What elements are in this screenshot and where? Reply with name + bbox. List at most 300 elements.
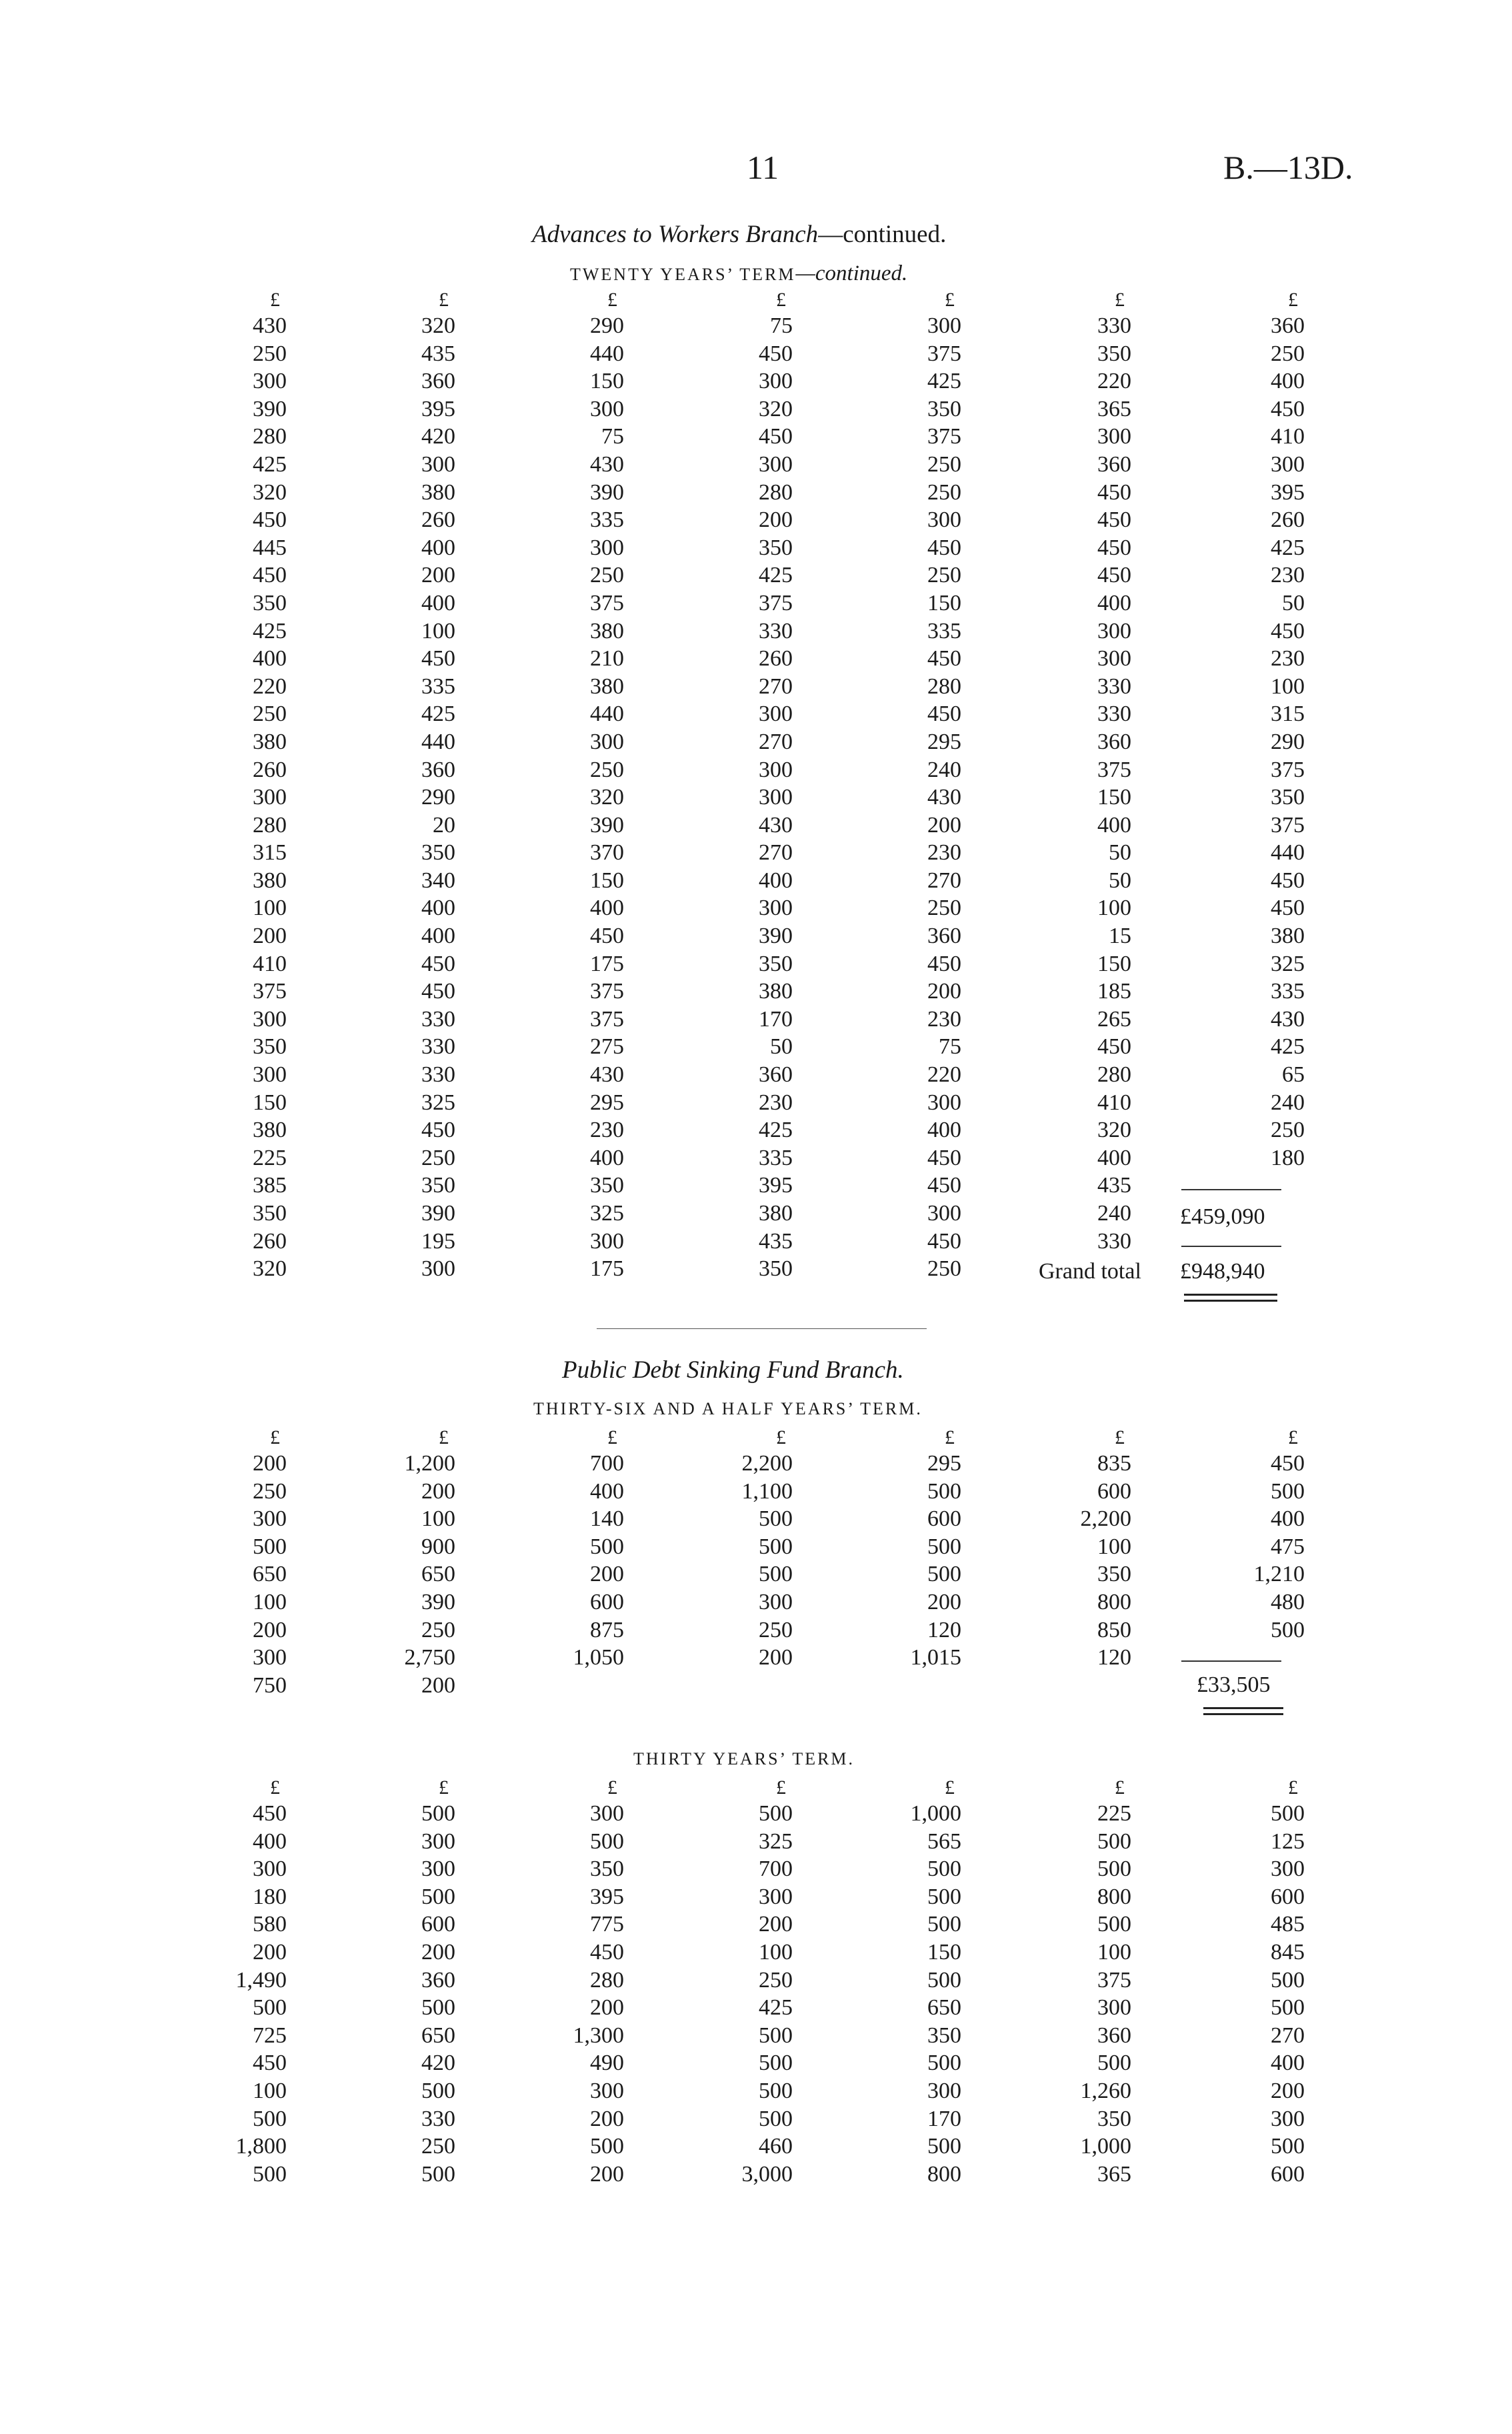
table-cell: 280 [253,812,287,838]
table-cell: 100 [1097,1534,1131,1559]
table-cell: 375 [1271,812,1305,838]
currency-symbol: £ [776,289,786,311]
section2-table [200,1426,1320,1699]
table-cell: 450 [1097,479,1131,505]
table-cell: 500 [927,2051,961,2076]
section3-column-5 [793,1776,961,2188]
table-cell: 250 [759,1617,793,1642]
section2-total-rule [1181,1660,1281,1662]
table-cell: 500 [759,2106,793,2131]
table-cell: 240 [927,757,961,782]
table-cell: 350 [253,590,287,616]
table-cell: 375 [590,1006,624,1032]
table-cell: 485 [1271,1912,1305,1937]
table-cell: 725 [253,2023,287,2048]
table-cell: 835 [1097,1451,1131,1476]
table-cell: 800 [1097,1884,1131,1909]
table-cell: 325 [421,1090,455,1115]
table-cell: 500 [253,2161,287,2187]
table-cell: 200 [590,2106,624,2131]
table-cell: 500 [759,1506,793,1532]
table-cell: 225 [253,1145,287,1170]
table-cell: 380 [759,1201,793,1226]
subtotal-rule-bottom [1181,1246,1281,1247]
table-cell: 320 [590,785,624,810]
section1-table [200,288,1320,1283]
table-cell: 290 [421,785,455,810]
table-cell: 300 [759,451,793,477]
table-cell: 300 [927,1201,961,1226]
table-cell: 250 [590,563,624,588]
table-cell: 2,200 [1080,1506,1131,1532]
table-cell: 500 [253,1534,287,1559]
table-cell: 300 [590,1228,624,1254]
table-cell: 425 [927,369,961,394]
table-cell: 240 [1097,1201,1131,1226]
table-cell: 150 [927,590,961,616]
section1-column-5 [793,288,961,1283]
table-cell: 700 [590,1451,624,1476]
table-cell: 1,490 [235,1967,287,1993]
table-cell: 380 [1271,924,1305,949]
table-cell: 280 [253,424,287,449]
table-cell: 250 [253,1478,287,1504]
table-cell: 400 [590,1478,624,1504]
section2-column-3 [455,1426,624,1699]
table-cell: 395 [1271,479,1305,505]
table-cell: 300 [1097,424,1131,449]
table-cell: 395 [590,1884,624,1909]
table-cell: 200 [1271,2078,1305,2103]
section1-column-6 [961,288,1131,1283]
currency-symbol: £ [1115,1776,1125,1798]
table-cell: 250 [1271,341,1305,366]
table-cell: 600 [590,1589,624,1614]
section3-column-1 [200,1776,287,2188]
table-cell: 350 [253,1201,287,1226]
table-cell: 200 [253,1939,287,1965]
table-cell: 100 [421,1506,455,1532]
table-cell: 500 [1097,2051,1131,2076]
page-number: 11 [747,149,779,186]
table-cell: 375 [759,590,793,616]
table-cell: 480 [1271,1589,1305,1614]
table-cell: 330 [1097,702,1131,727]
table-cell: 260 [253,757,287,782]
table-cell: 500 [927,1884,961,1909]
table-cell: 400 [1097,590,1131,616]
table-cell: 500 [759,1534,793,1559]
currency-symbol: £ [439,1426,449,1448]
table-cell: 390 [590,479,624,505]
table-cell: 350 [1097,2106,1131,2131]
table-cell: 340 [421,868,455,893]
table-cell: 500 [927,2134,961,2159]
table-cell: 400 [590,896,624,921]
table-cell: 100 [1271,674,1305,699]
table-cell: 365 [1097,2161,1131,2187]
table-cell: 430 [759,812,793,838]
table-cell: 350 [759,951,793,976]
table-cell: 330 [1097,674,1131,699]
section3-column-3 [455,1776,624,2188]
table-cell: 500 [253,2106,287,2131]
table-cell: 175 [590,951,624,976]
table-cell: 335 [590,507,624,533]
section3-column-6 [961,1776,1131,2188]
table-cell: 500 [759,2078,793,2103]
table-cell: 425 [759,1118,793,1143]
table-cell: 250 [421,2134,455,2159]
table-cell: 20 [433,812,455,838]
table-cell: 600 [1097,1478,1131,1504]
table-cell: 450 [1097,507,1131,533]
currency-symbol: £ [1115,1426,1125,1448]
table-cell: 450 [927,646,961,672]
section3-column-2 [287,1776,455,2188]
table-cell: 380 [253,729,287,754]
table-cell: 300 [927,313,961,338]
table-cell: 300 [1097,646,1131,672]
table-cell: 375 [1097,757,1131,782]
table-cell: 75 [770,313,793,338]
section2-column-4 [624,1426,793,1699]
table-cell: 280 [927,674,961,699]
table-cell: 65 [1282,1062,1305,1088]
grand-total-value: £948,940 [1180,1259,1265,1284]
table-cell: 1,210 [1253,1562,1305,1587]
table-cell: 385 [253,1173,287,1198]
section1-subtitle-text: TWENTY YEARS’ TERM [570,265,796,284]
table-cell: 500 [421,1801,455,1826]
table-cell: 500 [421,1995,455,2021]
table-cell: 350 [590,1173,624,1198]
table-cell: 500 [421,2161,455,2187]
table-cell: 300 [759,757,793,782]
table-cell: 325 [1271,951,1305,976]
table-cell: 500 [927,1534,961,1559]
section2-total: £33,505 [1197,1672,1271,1697]
table-cell: 450 [1271,896,1305,921]
table-cell: 200 [927,1589,961,1614]
table-cell: 100 [1097,1939,1131,1965]
table-cell: 300 [927,1090,961,1115]
table-cell: 600 [927,1506,961,1532]
table-cell: 150 [927,1939,961,1965]
table-cell: 380 [421,479,455,505]
table-cell: 400 [1097,1145,1131,1170]
table-cell: 1,200 [404,1451,455,1476]
table-cell: 500 [1097,1829,1131,1854]
table-cell: 200 [759,507,793,533]
table-cell: 200 [590,1562,624,1587]
table-cell: 850 [1097,1617,1131,1642]
currency-symbol: £ [1288,289,1298,311]
table-cell: 460 [759,2134,793,2159]
table-cell: 1,000 [910,1801,961,1826]
table-cell: 400 [1271,2051,1305,2076]
table-cell: 390 [421,1589,455,1614]
table-cell: 450 [1271,618,1305,644]
table-cell: 700 [759,1857,793,1882]
currency-symbol: £ [945,289,955,311]
table-cell: 250 [927,563,961,588]
table-cell: 315 [253,840,287,866]
section1-title [532,220,946,249]
currency-symbol: £ [270,1426,280,1448]
table-cell: 1,015 [910,1645,961,1670]
table-cell: 1,000 [1080,2134,1131,2159]
table-cell: 375 [1271,757,1305,782]
table-cell: 100 [253,1589,287,1614]
table-cell: 375 [1097,1967,1131,1993]
table-cell: 450 [590,1939,624,1965]
table-cell: 500 [927,1967,961,1993]
table-cell: 185 [1097,979,1131,1004]
table-cell: 450 [927,702,961,727]
table-cell: 650 [253,1562,287,1587]
table-cell: 580 [253,1912,287,1937]
table-cell: 200 [590,1995,624,2021]
table-cell: 360 [927,924,961,949]
table-cell: 300 [1271,451,1305,477]
table-cell: 375 [253,979,287,1004]
table-cell: 335 [927,618,961,644]
table-cell: 250 [927,479,961,505]
table-cell: 300 [759,896,793,921]
table-cell: 200 [253,1451,287,1476]
table-cell: 500 [1271,1995,1305,2021]
table-cell: 400 [421,924,455,949]
table-cell: 150 [1097,785,1131,810]
table-cell: 450 [590,924,624,949]
table-cell: 250 [927,896,961,921]
section2-column-5 [793,1426,961,1699]
table-cell: 390 [421,1201,455,1226]
table-cell: 335 [421,674,455,699]
table-cell: 150 [590,868,624,893]
table-cell: 2,200 [741,1451,793,1476]
table-cell: 250 [1271,1118,1305,1143]
table-cell: 200 [421,1939,455,1965]
table-cell: 100 [759,1939,793,1965]
table-cell: 290 [590,313,624,338]
table-cell: 300 [1097,1995,1131,2021]
table-cell: 250 [421,1617,455,1642]
table-cell: 450 [927,1173,961,1198]
table-cell: 450 [421,979,455,1004]
table-cell: 450 [1271,396,1305,421]
table-cell: 300 [253,1006,287,1032]
table-cell: 280 [759,479,793,505]
table-cell: 265 [1097,1006,1131,1032]
table-cell: 270 [759,840,793,866]
table-cell: 260 [1271,507,1305,533]
currency-symbol: £ [776,1426,786,1448]
table-cell: 125 [1271,1829,1305,1854]
table-cell: 350 [927,396,961,421]
table-cell: 100 [253,896,287,921]
table-cell: 500 [1271,1967,1305,1993]
table-cell: 100 [253,2078,287,2103]
table-cell: 330 [421,1062,455,1088]
table-cell: 450 [253,1801,287,1826]
table-cell: 250 [927,1256,961,1282]
table-cell: 350 [759,535,793,560]
table-cell: 225 [1097,1801,1131,1826]
section1-subtitle [570,261,907,286]
table-cell: 390 [590,812,624,838]
section1-column-3 [455,288,624,1283]
section2-title: Public Debt Sinking Fund Branch. [562,1356,904,1384]
table-cell: 500 [927,1857,961,1882]
table-cell: 360 [1097,451,1131,477]
table-cell: 300 [253,785,287,810]
table-cell: 230 [927,1006,961,1032]
table-cell: 450 [1271,1451,1305,1476]
table-cell: 350 [1097,341,1131,366]
table-cell: 500 [927,1478,961,1504]
table-cell: 300 [421,1256,455,1282]
table-cell: 300 [759,702,793,727]
table-cell: 360 [759,1062,793,1088]
table-cell: 15 [1109,924,1131,949]
table-cell: 315 [1271,702,1305,727]
table-cell: 450 [421,646,455,672]
section2-column-6 [961,1426,1131,1699]
table-cell: 300 [759,369,793,394]
subtotal-rule-top [1181,1189,1281,1190]
table-cell: 300 [759,1884,793,1909]
table-cell: 400 [253,1829,287,1854]
table-cell: 325 [759,1829,793,1854]
table-cell: 650 [421,2023,455,2048]
currency-symbol: £ [607,289,617,311]
table-cell: 425 [759,563,793,588]
table-cell: 195 [421,1228,455,1254]
table-cell: 200 [927,812,961,838]
section1-column-1 [200,288,287,1283]
table-cell: 390 [253,396,287,421]
section1-column-4 [624,288,793,1283]
table-cell: 200 [421,563,455,588]
table-cell: 500 [1271,1801,1305,1826]
table-cell: 380 [590,674,624,699]
table-cell: 500 [1271,1617,1305,1642]
table-cell: 500 [590,1829,624,1854]
section3-column-7 [1131,1776,1305,2188]
table-cell: 320 [1097,1118,1131,1143]
table-cell: 400 [1097,812,1131,838]
table-cell: 425 [759,1995,793,2021]
table-cell: 230 [590,1118,624,1143]
section1-column-2 [287,288,455,1283]
table-cell: 450 [253,563,287,588]
table-cell: 240 [1271,1090,1305,1115]
table-cell: 200 [759,1645,793,1670]
table-cell: 295 [927,1451,961,1476]
table-cell: 170 [927,2106,961,2131]
table-cell: 420 [421,2051,455,2076]
table-cell: 50 [1109,840,1131,866]
table-cell: 410 [1271,424,1305,449]
table-cell: 360 [421,757,455,782]
currency-symbol: £ [439,289,449,311]
table-cell: 3,000 [741,2161,793,2187]
currency-symbol: £ [945,1426,955,1448]
table-cell: 320 [421,313,455,338]
table-cell: 430 [927,785,961,810]
table-cell: 170 [759,1006,793,1032]
section2-column-7 [1131,1426,1305,1699]
table-cell: 500 [759,2023,793,2048]
table-cell: 450 [421,1118,455,1143]
table-cell: 425 [253,451,287,477]
table-cell: 410 [253,951,287,976]
table-cell: 325 [590,1201,624,1226]
table-cell: 875 [590,1617,624,1642]
table-cell: 120 [1097,1645,1131,1670]
table-cell: 200 [421,1478,455,1504]
table-cell: 475 [1271,1534,1305,1559]
table-cell: 375 [590,979,624,1004]
table-cell: 450 [927,1145,961,1170]
table-cell: 200 [927,979,961,1004]
table-cell: 410 [1097,1090,1131,1115]
table-cell: 450 [253,2051,287,2076]
table-cell: 350 [1097,1562,1131,1587]
table-cell: 300 [590,396,624,421]
table-cell: 210 [590,646,624,672]
table-cell: 445 [253,535,287,560]
table-cell: 300 [253,1645,287,1670]
section3-table [200,1776,1320,2188]
table-cell: 300 [1271,1857,1305,1882]
table-cell: 100 [1097,896,1131,921]
table-cell: 500 [1271,1478,1305,1504]
table-cell: 330 [1097,313,1131,338]
table-cell: 500 [421,1884,455,1909]
table-cell: 600 [421,1912,455,1937]
table-cell: 500 [590,1534,624,1559]
table-cell: 220 [927,1062,961,1088]
table-cell: 300 [253,1857,287,1882]
table-cell: 290 [1271,729,1305,754]
currency-symbol: £ [945,1776,955,1798]
table-cell: 500 [253,1995,287,2021]
table-cell: 435 [421,341,455,366]
table-cell: 230 [759,1090,793,1115]
table-cell: 360 [421,369,455,394]
table-cell: 150 [253,1090,287,1115]
table-cell: 200 [253,924,287,949]
table-cell: 335 [759,1145,793,1170]
table-cell: 180 [253,1884,287,1909]
table-cell: 845 [1271,1939,1305,1965]
table-cell: 350 [759,1256,793,1282]
table-cell: 1,800 [235,2134,287,2159]
table-cell: 300 [759,1589,793,1614]
section2-column-2 [287,1426,455,1699]
table-cell: 75 [601,424,624,449]
table-cell: 375 [927,341,961,366]
table-cell: 350 [421,840,455,866]
table-cell: 450 [1271,868,1305,893]
table-cell: 250 [590,757,624,782]
table-cell: 140 [590,1506,624,1532]
section1-title-suffix: —continued. [818,221,947,248]
table-cell: 900 [421,1534,455,1559]
